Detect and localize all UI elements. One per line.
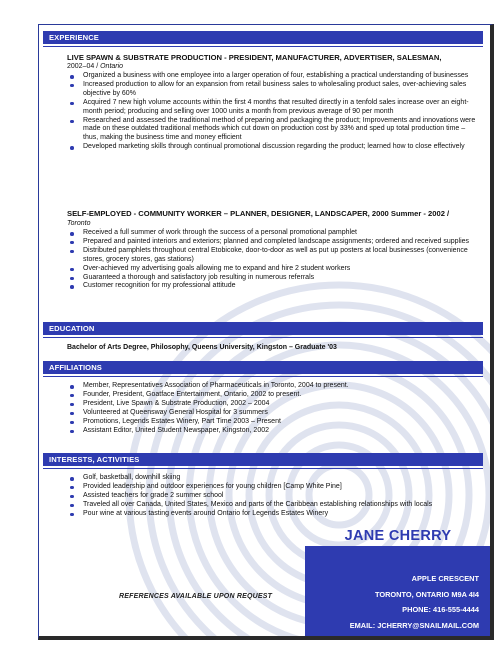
- list-item: Founder, President, Goatface Entertainment, Ontario, 2002 to present.: [67, 391, 477, 400]
- education-degree: Bachelor of Arts Degree, Philosophy, Queens University, Kingston – Graduate '03: [67, 344, 337, 351]
- contact-details: [350, 571, 479, 633]
- job-title-2: [67, 209, 467, 219]
- list-item: Received a full summer of work through the success of a personal promotional pamphlet: [67, 229, 477, 238]
- list-item: Traveled all over Canada, United States, Mexico and parts of the Caribbean establishing relationships with locals: [67, 501, 477, 510]
- contact-email: EMAIL: JCHERRY@SNAILMAIL.COM: [349, 620, 479, 630]
- job-date-1-year: 2002–04: [67, 63, 95, 70]
- job-title-1: LIVE SPAWN & SUBSTRATE PRODUCTION - PRESIDENT, MANUFACTURER, ADVERTISER, SALESMAN,: [67, 53, 442, 62]
- interests-list: [67, 474, 477, 519]
- candidate-name: JANE CHERRY: [344, 528, 452, 544]
- list-item: Provided leadership and outdoor experiences for young children [Camp White Pine]: [67, 483, 477, 492]
- list-item: Assistant Editor, United Student Newspaper, Kingston, 2002: [67, 427, 477, 436]
- section-education: EDUCATION: [43, 322, 483, 335]
- list-item: Distributed pamphlets throughout central Etobicoke, door-to-door as well as put up posters at local businesses (convenience stores, grocery stores, gas stations): [67, 247, 477, 265]
- list-item: Developed marketing skills through continual promotional discussion regarding the product; learned how to close effectively: [67, 143, 477, 152]
- contact-street: APPLE CRESCENT: [411, 574, 479, 583]
- section-interests: INTERESTS, ACTIVITIES: [43, 453, 483, 466]
- list-item: Member, Representatives Association of Pharmaceuticals in Toronto, 2004 to present.: [67, 382, 477, 391]
- list-item: Golf, basketball, downhill skiing: [67, 474, 477, 483]
- job-location-2: Toronto: [67, 220, 91, 227]
- list-item: Assisted teachers for grade 2 summer school: [67, 492, 477, 501]
- list-item: Prepared and painted interiors and exteriors; planned and completed landscape assignments; ordered and received supplies: [67, 238, 477, 247]
- job-1-bullets: [67, 72, 477, 152]
- list-item: Volunteered at Queensway General Hospital for 3 summers: [67, 409, 477, 418]
- list-item: Customer recognition for my professional attitude: [67, 282, 477, 291]
- job-date-2: [67, 219, 90, 228]
- list-item: Pour wine at various tasting events around Ontario for Legends Estates Winery: [67, 510, 477, 519]
- job-2-bullets: [67, 229, 477, 291]
- affiliations-list: [67, 382, 477, 435]
- job-date-1: 2002–04 / Ontario: [67, 63, 124, 70]
- list-item: Researched and assessed the traditional method of preparing and packaging the product; Improvements and innovations were made on these outdated traditional methods which cut down on production cost by 33% and sped up total production time – thus, making the business time and money efficient: [67, 117, 477, 144]
- list-item: Organized a business with one employee into a larger operation of four, establishing a practical understanding of businesses: [67, 72, 477, 81]
- list-item: Promotions, Legends Estates Winery, Part Time 2003 – Present: [67, 418, 477, 427]
- contact-phone: PHONE: 416-555-4444: [402, 605, 479, 614]
- contact-city: TORONTO, ONTARIO M9A 4I4: [374, 589, 479, 599]
- list-item: Acquired 7 new high volume accounts within the first 4 months that resulted directly in a tenfold sales increase over an eight-month period; producing and selling over 1000 units a month from previous average of 90 per month: [67, 99, 477, 117]
- list-item: President, Live Spawn & Substrate Production, 2002 – 2004: [67, 400, 477, 409]
- list-item: Over-achieved my advertising goals allowing me to expand and hire 2 student workers: [67, 265, 477, 274]
- list-item: Guaranteed a thorough and satisfactory job resulting in numerous referrals: [67, 274, 477, 283]
- section-experience: EXPERIENCE: [43, 31, 483, 44]
- resume-frame: [38, 24, 494, 640]
- section-affiliations: AFFILIATIONS: [43, 361, 483, 374]
- references-note: REFERENCES AVAILABLE UPON REQUEST: [119, 593, 273, 600]
- list-item: Increased production to allow for an expansion from retail business sales to wholesaling product sales, over-achieving sales objective by 60%: [67, 81, 477, 99]
- job-title-2-text: SELF-EMPLOYED - COMMUNITY WORKER – PLANNER, DESIGNER, LANDSCAPER, 2000 Summer - 2002 /: [67, 209, 450, 218]
- job-location-1: Ontario: [100, 63, 124, 70]
